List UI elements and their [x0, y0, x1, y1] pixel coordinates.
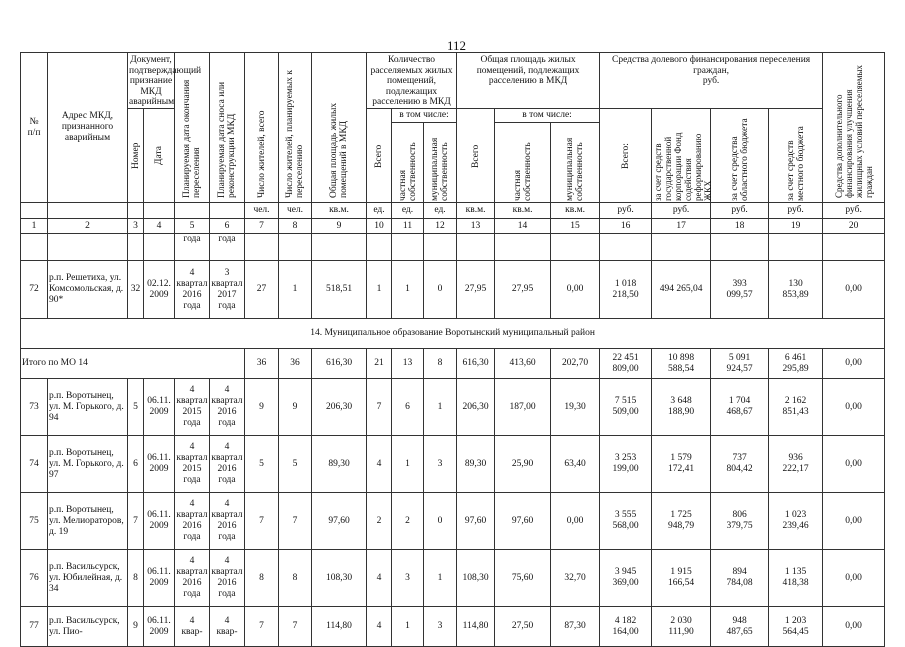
column-number: 15 [551, 219, 600, 234]
cell-doc-date: 06.11. 2009 [144, 550, 175, 607]
cell-n: 77 [21, 607, 48, 647]
unit-cell [175, 203, 210, 219]
header-qty-municipal: муниципальная собственность [430, 137, 451, 201]
cell-f-add: 0,00 [823, 607, 885, 647]
unit-cell [48, 203, 128, 219]
subtotal-f-total: 22 451 809,00 [600, 349, 652, 379]
header-funds-local: за счет средств местного бюджета [785, 125, 806, 201]
cell-f-loc: 1 023 239,46 [769, 493, 823, 550]
unit-cell: ед. [424, 203, 457, 219]
cell-f-loc: 130 853,89 [769, 261, 823, 319]
header-planned-end: Планируемая дата окончания переселения [182, 79, 202, 198]
cell-res-plan: 5 [279, 436, 312, 493]
column-number: 7 [245, 219, 279, 234]
continuation-row [21, 234, 885, 261]
column-number: 3 [128, 219, 144, 234]
unit-cell [128, 203, 144, 219]
unit-cell: руб. [769, 203, 823, 219]
cell-a-total: 206,30 [457, 379, 495, 436]
cell-address: р.п. Воротынец, ул. М. Горького, д. 97 [48, 436, 128, 493]
cell-res-total: 8 [245, 550, 279, 607]
cell-f-total: 3 555 568,00 [600, 493, 652, 550]
cell-f-loc: 1 203 564,45 [769, 607, 823, 647]
cell-a-mun: 32,70 [551, 550, 600, 607]
column-number: 14 [495, 219, 551, 234]
header-area-group: Общая площадь жилых помещений, подлежащих расселению в МКД [457, 53, 600, 109]
cell-end: 4 квартал 2016 года [175, 493, 210, 550]
cell-q-mun: 1 [424, 379, 457, 436]
column-number: 18 [711, 219, 769, 234]
cell-a-mun: 87,30 [551, 607, 600, 647]
cell-n: 74 [21, 436, 48, 493]
cell-address: р.п. Воротынец, ул. М. Горького, д. 94 [48, 379, 128, 436]
unit-cell: ед. [367, 203, 392, 219]
column-number: 9 [312, 219, 367, 234]
cell-doc-date: 06.11. 2009 [144, 493, 175, 550]
cell-f-reg: 894 784,08 [711, 550, 769, 607]
cell-res-plan: 7 [279, 607, 312, 647]
header-residents-planned: Число жителей, планируемых к переселению [285, 69, 305, 198]
subtotal-area: 616,30 [312, 349, 367, 379]
unit-cell: руб. [600, 203, 652, 219]
cell-doc-no: 5 [128, 379, 144, 436]
header-doc-date: Дата [154, 146, 164, 165]
cell-q-priv: 1 [392, 261, 424, 319]
unit-cell: кв.м. [312, 203, 367, 219]
cell-q-total: 7 [367, 379, 392, 436]
unit-cell: ед. [392, 203, 424, 219]
header-area-incl: в том числе: [495, 109, 600, 123]
subtotal-label: Итого по МО 14 [21, 349, 245, 379]
cell-q-mun: 1 [424, 550, 457, 607]
cell-f-add: 0,00 [823, 550, 885, 607]
cell-q-mun: 0 [424, 493, 457, 550]
cell-address: р.п. Решетиха, ул. Комсомольская, д. 90* [48, 261, 128, 319]
subtotal-row [21, 349, 885, 379]
cell-demol: 4 квартал 2016 года [210, 379, 245, 436]
column-number: 20 [823, 219, 885, 234]
header-area-municipal: муниципальная собственность [565, 137, 586, 201]
subtotal-f-reg: 5 091 924,57 [711, 349, 769, 379]
cell-doc-no: 8 [128, 550, 144, 607]
cell-a-mun: 19,30 [551, 379, 600, 436]
header-document: Документ, подтверждающий признание МКД аварийным [128, 53, 175, 109]
cell-a-total: 114,80 [457, 607, 495, 647]
cell-a-total: 97,60 [457, 493, 495, 550]
cell-demol: 4 квартал 2016 года [210, 493, 245, 550]
cell-q-total: 2 [367, 493, 392, 550]
header-total-area: Общая площадь жилых помещений в МКД [329, 102, 349, 198]
cell-q-priv: 6 [392, 379, 424, 436]
cell-demol: 4 квартал 2016 года [210, 436, 245, 493]
header-address: Адрес МКД, признанного аварийным [48, 53, 128, 203]
cell-a-priv: 75,60 [495, 550, 551, 607]
subtotal-a-priv: 413,60 [495, 349, 551, 379]
cell-q-mun: 0 [424, 261, 457, 319]
cell-n: 76 [21, 550, 48, 607]
cell-a-priv: 187,00 [495, 379, 551, 436]
column-number: 17 [652, 219, 711, 234]
header-num: № п/п [21, 53, 48, 203]
table-row [21, 379, 885, 436]
header-area-total: Всего [470, 143, 481, 168]
cell-a-mun: 63,40 [551, 436, 600, 493]
cell-doc-no: 7 [128, 493, 144, 550]
cell-area: 97,60 [312, 493, 367, 550]
page-number: 112 [447, 38, 467, 53]
header-residents-total: Число жителей, всего [256, 109, 267, 198]
cell-res-plan: 8 [279, 550, 312, 607]
cell-f-reg: 1 704 468,67 [711, 379, 769, 436]
cell-q-total: 1 [367, 261, 392, 319]
cell-f-fund: 2 030 111,90 [652, 607, 711, 647]
cell-area: 108,30 [312, 550, 367, 607]
cell-area: 114,80 [312, 607, 367, 647]
cell-doc-no: 9 [128, 607, 144, 647]
units-row [21, 203, 885, 219]
column-number: 5 [175, 219, 210, 234]
cell-demol: 3 квартал 2017 года [210, 261, 245, 319]
cell-q-priv: 3 [392, 550, 424, 607]
header-funds-fund: за счет средств государственной корпорации Фонд содействия реформированию ЖКХ [653, 132, 714, 201]
cell-f-add: 0,00 [823, 436, 885, 493]
header-funds-total: Всего: [620, 142, 631, 169]
cell-a-priv: 27,50 [495, 607, 551, 647]
cell-q-total: 4 [367, 607, 392, 647]
cell-doc-date: 06.11. 2009 [144, 379, 175, 436]
unit-cell [210, 203, 245, 219]
cell-area: 518,51 [312, 261, 367, 319]
subtotal-res-plan: 36 [279, 349, 312, 379]
cell-f-total: 7 515 509,00 [600, 379, 652, 436]
cell-demol: 4 квар- [210, 607, 245, 647]
unit-cell [144, 203, 175, 219]
unit-cell: руб. [652, 203, 711, 219]
cell-f-fund: 1 579 172,41 [652, 436, 711, 493]
cell-f-add: 0,00 [823, 493, 885, 550]
unit-cell: чел. [245, 203, 279, 219]
cell-a-priv: 27,95 [495, 261, 551, 319]
header-additional-funds: Средства дополнительного финансирования улучшения жилищных условий переселяемых граждан [833, 64, 874, 198]
cell-demol: 4 квартал 2016 года [210, 550, 245, 607]
cell-end: 4 квартал 2016 года [175, 550, 210, 607]
cell-area: 206,30 [312, 379, 367, 436]
subtotal-a-total: 616,30 [457, 349, 495, 379]
cell-res-plan: 1 [279, 261, 312, 319]
column-number: 6 [210, 219, 245, 234]
continuation-end: года [175, 234, 210, 261]
unit-cell: руб. [823, 203, 885, 219]
cell-res-total: 27 [245, 261, 279, 319]
cell-f-loc: 2 162 851,43 [769, 379, 823, 436]
cell-doc-no: 32 [128, 261, 144, 319]
cell-f-loc: 936 222,17 [769, 436, 823, 493]
header-planned-demolition: Планируемая дата сноса или реконструкции МКД [217, 81, 237, 198]
cell-f-total: 1 018 218,50 [600, 261, 652, 319]
cell-a-mun: 0,00 [551, 261, 600, 319]
cell-a-priv: 97,60 [495, 493, 551, 550]
continuation-demolition: года [210, 234, 245, 261]
cell-end: 4 квар- [175, 607, 210, 647]
subtotal-q-mun: 8 [424, 349, 457, 379]
cell-a-total: 27,95 [457, 261, 495, 319]
column-number: 19 [769, 219, 823, 234]
cell-f-total: 3 253 199,00 [600, 436, 652, 493]
cell-q-priv: 2 [392, 493, 424, 550]
cell-end: 4 квартал 2015 года [175, 379, 210, 436]
cell-address: р.п. Васильсурск, ул. Юбилейная, д. 34 [48, 550, 128, 607]
cell-f-reg: 948 487,65 [711, 607, 769, 647]
cell-doc-no: 6 [128, 436, 144, 493]
cell-res-plan: 7 [279, 493, 312, 550]
header-funds-regional: за счет средства областного бюджета [729, 117, 750, 201]
cell-res-plan: 9 [279, 379, 312, 436]
cell-f-reg: 393 099,57 [711, 261, 769, 319]
header-doc-number: Номер [130, 142, 141, 169]
unit-cell: руб. [711, 203, 769, 219]
cell-n: 75 [21, 493, 48, 550]
cell-res-total: 7 [245, 607, 279, 647]
cell-res-total: 5 [245, 436, 279, 493]
subtotal-f-add: 0,00 [823, 349, 885, 379]
cell-f-loc: 1 135 418,38 [769, 550, 823, 607]
header-qty-incl: в том числе: [392, 109, 457, 123]
cell-address: р.п. Воротынец, ул. Мелиораторов, д. 19 [48, 493, 128, 550]
cell-q-priv: 1 [392, 436, 424, 493]
column-number: 10 [367, 219, 392, 234]
cell-q-mun: 3 [424, 607, 457, 647]
column-number: 8 [279, 219, 312, 234]
cell-area: 89,30 [312, 436, 367, 493]
table-row [21, 436, 885, 493]
cell-f-fund: 1 725 948,79 [652, 493, 711, 550]
unit-cell: кв.м. [495, 203, 551, 219]
column-number-row [21, 219, 885, 234]
column-number: 12 [424, 219, 457, 234]
table-row [21, 493, 885, 550]
table-row [21, 261, 885, 319]
unit-cell: кв.м. [457, 203, 495, 219]
column-number: 1 [21, 219, 48, 234]
cell-n: 72 [21, 261, 48, 319]
column-number: 16 [600, 219, 652, 234]
cell-q-priv: 1 [392, 607, 424, 647]
cell-q-mun: 3 [424, 436, 457, 493]
cell-a-priv: 25,90 [495, 436, 551, 493]
unit-cell: кв.м. [551, 203, 600, 219]
header-qty-group: Количество расселяемых жилых помещений, подлежащих расселению в МКД [367, 53, 457, 109]
header-qty-private: частная собственность [397, 141, 418, 201]
cell-res-total: 9 [245, 379, 279, 436]
cell-address: р.п. Васильсурск, ул. Пио- [48, 607, 128, 647]
subtotal-f-fund: 10 898 588,54 [652, 349, 711, 379]
cell-f-fund: 1 915 166,54 [652, 550, 711, 607]
cell-a-total: 89,30 [457, 436, 495, 493]
subtotal-a-mun: 202,70 [551, 349, 600, 379]
table-row [21, 550, 885, 607]
table-row [21, 607, 885, 647]
cell-doc-date: 06.11. 2009 [144, 436, 175, 493]
cell-doc-date: 06.11. 2009 [144, 607, 175, 647]
header-qty-total: Всего [374, 143, 384, 168]
resettlement-table [20, 52, 885, 647]
cell-f-total: 4 182 164,00 [600, 607, 652, 647]
subtotal-q-priv: 13 [392, 349, 424, 379]
cell-n: 73 [21, 379, 48, 436]
unit-cell [21, 203, 48, 219]
cell-a-total: 108,30 [457, 550, 495, 607]
column-number: 13 [457, 219, 495, 234]
cell-q-total: 4 [367, 436, 392, 493]
unit-cell: чел. [279, 203, 312, 219]
cell-a-mun: 0,00 [551, 493, 600, 550]
section-title: 14. Муниципальное образование Воротынский муниципальный район [21, 319, 885, 349]
cell-f-reg: 806 379,75 [711, 493, 769, 550]
subtotal-res-total: 36 [245, 349, 279, 379]
cell-f-reg: 737 804,42 [711, 436, 769, 493]
cell-q-total: 4 [367, 550, 392, 607]
cell-end: 4 квартал 2015 года [175, 436, 210, 493]
cell-f-fund: 3 648 188,90 [652, 379, 711, 436]
cell-doc-date: 02.12. 2009 [144, 261, 175, 319]
cell-f-add: 0,00 [823, 379, 885, 436]
column-number: 2 [48, 219, 128, 234]
subtotal-f-loc: 6 461 295,89 [769, 349, 823, 379]
header-area-private: частная собственность [512, 141, 533, 201]
header-funds-group: Средства долевого финансирования переселения граждан, руб. [600, 53, 823, 109]
cell-f-add: 0,00 [823, 261, 885, 319]
column-number: 4 [144, 219, 175, 234]
cell-end: 4 квартал 2016 года [175, 261, 210, 319]
cell-f-fund: 494 265,04 [652, 261, 711, 319]
section-row [21, 319, 885, 349]
cell-res-total: 7 [245, 493, 279, 550]
subtotal-q-total: 21 [367, 349, 392, 379]
cell-f-total: 3 945 369,00 [600, 550, 652, 607]
column-number: 11 [392, 219, 424, 234]
